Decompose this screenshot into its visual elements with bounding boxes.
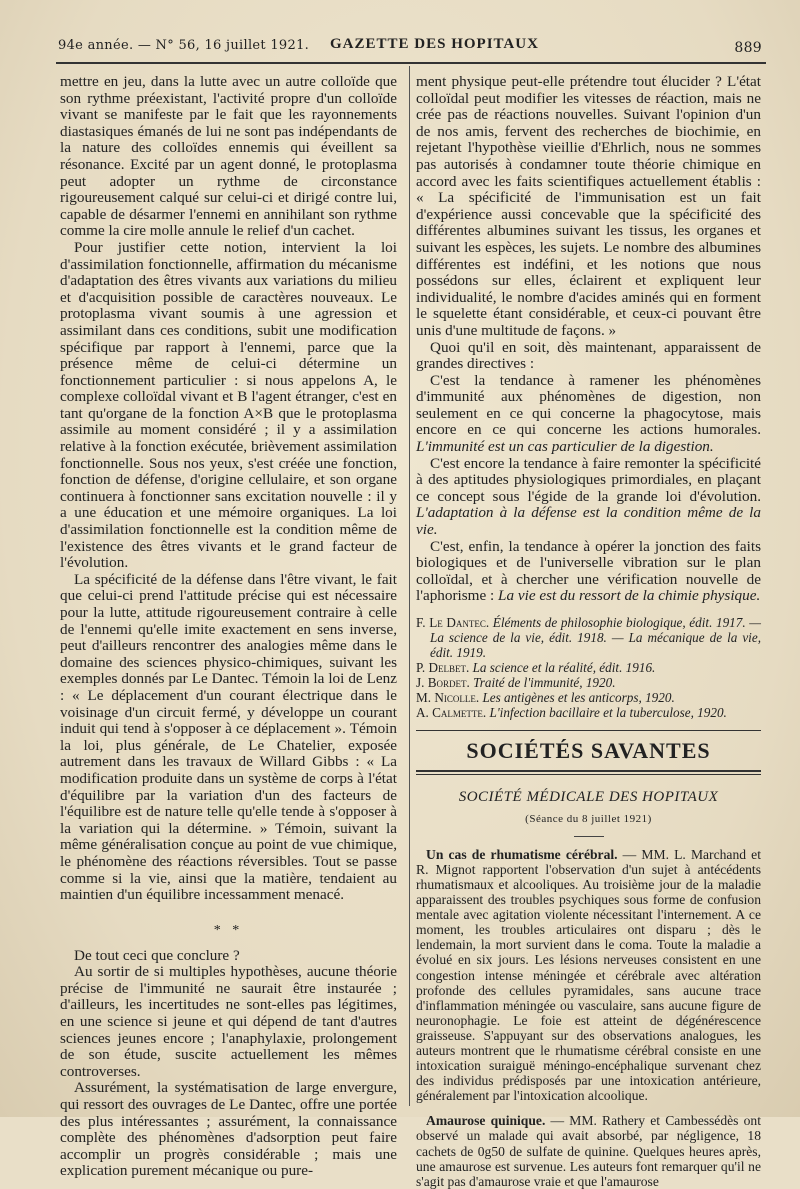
- paragraph-text: C'est la tendance à ramener les phénomènes d'immunité aux phénomènes de digestion, non seulement en ce qui concerne la phagocytose, mais encore en ce qui concerne les actions humorales.: [416, 371, 761, 439]
- case-report: [416, 1113, 761, 1188]
- banner-rule: [416, 730, 761, 731]
- running-head: [58, 34, 762, 56]
- reference-item: F. Le Dantec. Éléments de philosophie biologique, édit. 1917. — La science de la vie, édit. 1918. — La mécanique de la vie, édit. 1919.: [416, 615, 762, 660]
- reference-item: J. Bordet. Traité de l'immunité, 1920.: [416, 675, 616, 690]
- emphasis-text: L'adaptation à la défense est la condition même de la vie.: [416, 504, 761, 539]
- paragraph: Au sortir de si multiples hypothèses, aucune théorie précise de l'immunité ne saurait être instaurée ; d'ailleurs, les incertitudes ne sont-elles pas légitimes, en une science si jeune et qui dépend de tant d'autres sciences jeunes encore ; l'anaphylaxie, prolongement de son étude, suscite actuellement les mêmes controverses.: [60, 963, 397, 1080]
- right-column: [416, 74, 761, 1189]
- paragraph: ment physique peut-elle prétendre tout élucider ? L'état colloïdal peut modifier les vitesses de réaction, mais ne crée pas de réactions nouvelles. Suivant l'opinion d'un de nos amis, fervent des recherches de biochimie, en rejetant l'hypothèse vieillie d'Ehrlich, nous ne sommes pas autorisés à condamner toute théorie chimique en accord avec les faits scientifiques actuellement établis : « La spécificité de l'immunisation est un fait d'expérience aussi concevable que la spécificité des différentes albumines suivant les tissus, les organes et suivant les espèces, les sujets. Le nombre des albumines différentes est indéfini, et les notions que nous possédons sur elles, éclairent et expliquent leur individualité, le nombre d'acides aminés qui en forment le squelette étant considérable, et ceux-ci pouvant être unis d'une multitude de façons. »: [416, 73, 761, 339]
- reference-item: A. Calmette. L'infection bacillaire et la tuberculose, 1920.: [416, 705, 727, 720]
- paragraph: Assurément, la systématisation de large envergure, qui ressort des ouvrages de Le Dantec, offre une portée des plus intéressantes ; assurément, la connaissance complète des phénomènes d'adsorption peut faire accomplir un progrès considérable ; mais une explication purement mécanique ou pure-: [60, 1079, 397, 1180]
- paragraph: De tout ceci que conclure ?: [74, 946, 240, 964]
- case-report: [416, 847, 761, 1104]
- references: [416, 615, 761, 720]
- short-rule: [574, 836, 604, 837]
- section-separator: * *: [213, 922, 244, 938]
- paragraph: Quoi qu'il en soit, dès maintenant, apparaissent de grandes directives :: [416, 338, 761, 373]
- section-banner: SOCIÉTÉS SAVANTES: [466, 738, 711, 763]
- reference-item: M. Nicolle. Les antigènes et les anticorps, 1920.: [416, 690, 675, 705]
- header-rule: [56, 62, 766, 64]
- paragraph-text: C'est encore la tendance à faire remonter la spécificité à des aptitudes physiologiques primordiales, en plaçant ce concept sous l'égide de la grande loi d'évolution.: [416, 454, 761, 505]
- left-column: [60, 74, 397, 1180]
- paragraph: [416, 373, 761, 456]
- banner-rule: [416, 770, 761, 775]
- case-title: Amaurose quinique.: [426, 1113, 546, 1129]
- paragraph: [416, 456, 761, 539]
- paragraph: [416, 539, 761, 605]
- paragraph: mettre en jeu, dans la lutte avec un autre colloïde que son rythme préexistant, l'activité propre d'un colloïde vivant se manifeste par le fait que les rayonnements diastasiques émanés de lui ne sont pas indépendants de la nature des colloïdes ennemis qui éveillent sa résonance. Excité par un agent donné, le protoplasma peut adopter un rythme de circonstance rigoureusement calqué sur celui-ci et dirigé contre lui, capable de désarmer l'ennemi en annihilant son rythme comme la cire molle annule le relief d'un cachet.: [60, 73, 397, 240]
- page-number: 889: [734, 40, 762, 56]
- case-text: — MM. L. Marchand et R. Mignot rapportent l'observation d'un sujet à antécédents rhumatismaux et alcooliques. Au troisième jour de la maladie apparaissent des troubles psychiques sous forme de confusion mentale avec agitation violente nécessitant l'internement. A ce moment, les troubles articulaires ont disparu ; dès le lendemain, la mort survient dans le coma. Toute la maladie a évolué en six jours. Les lésions nerveuses consistent en une congestion intense méningée et cérébrale avec altération profonde des cellules pyramidales, sans aucune trace d'inflammation méningée ou vasculaire, sans aucune figure de neuronophagie. Le foie est atteint de dégénérescence graisseuse. S'appuyant sur des observations analogues, les auteurs montrent que le rhumatisme cérébral consiste en une intoxication suraiguë méningo-encéphalique survenant chez des individus prédisposés par une intoxication antérieure, généralement par l'intoxication alcoolique.: [416, 846, 761, 1104]
- case-text: — MM. Rathery et Cambessédès ont observé un malade qui avait absorbé, par négligence, 18 cachets de 0g50 de sulfate de quinine. Quelques heures après, une amaurose est survenue. Les auteurs font remarquer qu'il ne s'agit pas d'amaurose vraie et que l'amaurose: [416, 1113, 762, 1189]
- column-divider: [409, 66, 410, 1106]
- case-title: Un cas de rhumatisme cérébral.: [426, 846, 618, 862]
- paragraph: Pour justifier cette notion, intervient la loi d'assimilation fonctionnelle, affirmation du mécanisme d'adaptation des êtres vivants aux variations du milieu et d'acquisition possible de caractères nouveaux. Le protoplasma vivant soumis à une agression et assimilant dans ces conditions, subit une modification spécifique par rapport à l'ennemi, parce que la présence même de celui-ci détermine un fonctionnement particulier : si nous appelons A, le complexe colloïdal vivant et B l'agent étranger, c'est en tant qu'organe de la fonction A×B que le protoplasma assimile au moment considéré ; il y a assimilation relative à la fonction exécutée, brièvement assimilation fonctionnelle. Sous nos yeux, s'est créée une fonction, fonction de défense, d'origine cellulaire, et son organe continuera à fonctionner sans excitation nouvelle : il y a une éducation et une mémoire organiques. La loi d'assimilation fonctionnelle est la condition même de l'existence des êtres vivants et le grand facteur de l'évolution.: [60, 238, 397, 572]
- session-date: (Séance du 8 juillet 1921): [525, 813, 652, 826]
- journal-title: GAZETTE DES HOPITAUX: [330, 36, 539, 52]
- paragraph-text: C'est, enfin, la tendance à opérer la jonction des faits biologiques et de l'universelle vibration sur le plan colloïdal, et à chercher une vérification nouvelle de l'aphorisme :: [416, 537, 761, 605]
- society-report: [416, 847, 761, 1189]
- emphasis-text: L'immunité est un cas particulier de la digestion.: [416, 438, 714, 456]
- society-title: SOCIÉTÉ MÉDICALE DES HOPITAUX: [458, 788, 719, 805]
- paragraph: La spécificité de la défense dans l'être vivant, le fait que celui-ci prend l'attitude précise qui est nécessaire pour la lutte, attitude rigoureusement contraire à celle de l'ennemi qu'elle imite exactement en sens inverse, peut d'ailleurs rencontrer des analogies même dans le domaine des sciences physico-chimiques, suivant les exemples donnés par Le Dantec. Témoin la loi de Lenz : « Le déplacement d'un courant électrique dans le voisinage d'un circuit fermé, y développe un courant induit qui tend à s'opposer à ce déplacement ». Témoin la loi, plus générale, de Le Chatelier, exposée autrement dans les travaux de Willard Gibbs : « La modification produite dans un système de corps à l'état d'équilibre par la variation d'un des facteurs de l'équilibre est de nature telle qu'elle tende à s'opposer à la variation qui la détermine. » Témoin, suivant la même généralisation conçue au point de vue chimique, le phénomène des réactions réversibles. Tout se passe comme si la vie, ainsi que la matière, tendaient au maintien d'un équilibre incessamment menacé.: [60, 570, 397, 904]
- emphasis-text: La vie est du ressort de la chimie physique.: [498, 587, 761, 605]
- reference-item: P. Delbet. La science et la réalité, édit. 1916.: [416, 660, 656, 675]
- issue-info: 94e année. — N° 56, 16 juillet 1921.: [58, 38, 310, 53]
